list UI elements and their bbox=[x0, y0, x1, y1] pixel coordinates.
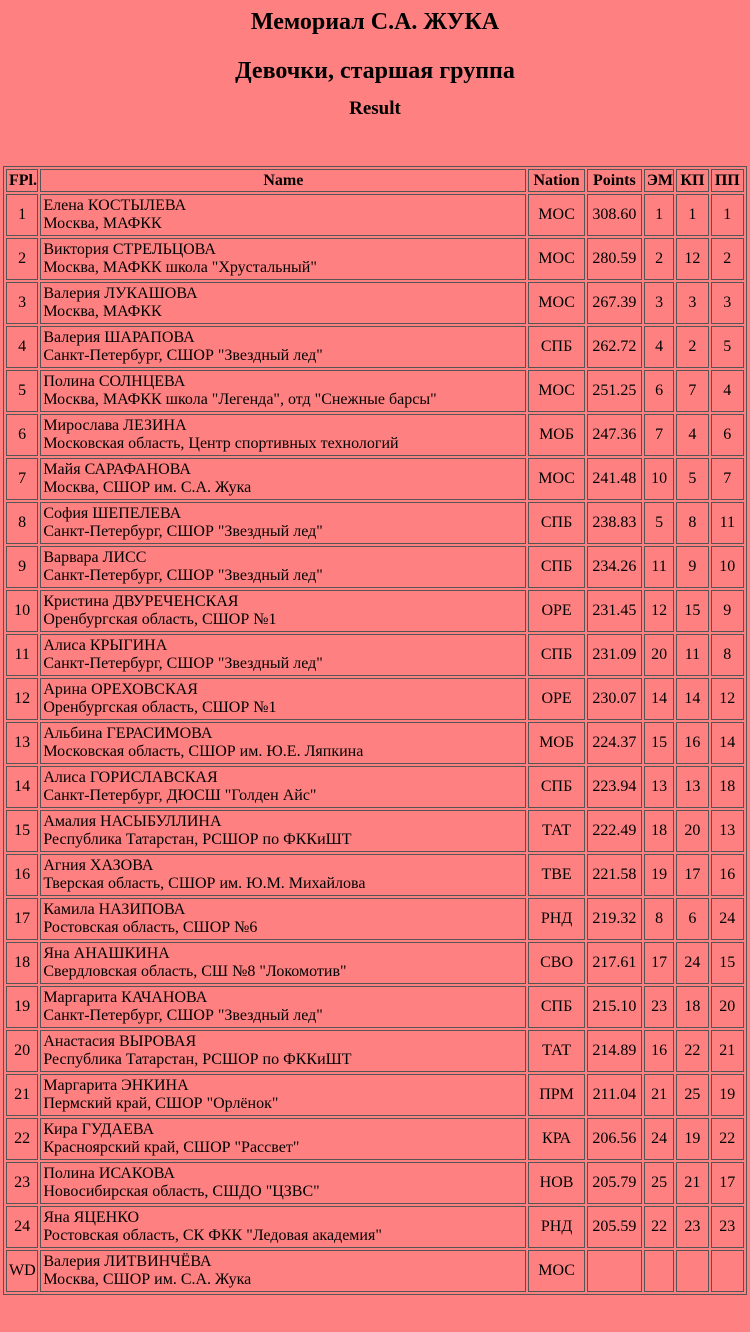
name-cell bbox=[40, 1030, 526, 1072]
nation-cell: ТАТ bbox=[528, 810, 584, 852]
pp-rank-cell: 9 bbox=[711, 590, 744, 632]
kp-rank-cell: 2 bbox=[676, 326, 708, 368]
skater-club: Москва, МАФКК школа "Легенда", отд "Снежные барсы" bbox=[43, 391, 437, 408]
skater-club: Санкт-Петербург, СШОР "Звездный лед" bbox=[43, 523, 323, 540]
table-row bbox=[6, 194, 744, 236]
place-cell: 6 bbox=[6, 414, 38, 456]
pp-rank-cell: 10 bbox=[711, 546, 744, 588]
skater-club: Новосибирская область, СШДО "ЦЗВС" bbox=[43, 1183, 320, 1200]
name-cell bbox=[40, 458, 526, 500]
pp-rank-cell: 8 bbox=[711, 634, 744, 676]
table-row bbox=[6, 942, 744, 984]
column-header-fpl: FPl. bbox=[6, 169, 38, 192]
skater-name: Полина ИСАКОВА bbox=[43, 1165, 175, 1182]
skater-name: Яна АНАШКИНА bbox=[43, 945, 170, 962]
column-header-pp: ПП bbox=[711, 169, 744, 192]
kp-rank-cell: 11 bbox=[676, 634, 708, 676]
pp-rank-cell: 4 bbox=[711, 370, 744, 412]
points-cell: 231.09 bbox=[587, 634, 642, 676]
pp-rank-cell: 2 bbox=[711, 238, 744, 280]
nation-cell: МОБ bbox=[528, 722, 584, 764]
name-cell bbox=[40, 810, 526, 852]
skater-name: Полина СОЛНЦЕВА bbox=[43, 373, 186, 390]
table-row bbox=[6, 238, 744, 280]
name-cell bbox=[40, 282, 526, 324]
pp-rank-cell: 3 bbox=[711, 282, 744, 324]
table-row bbox=[6, 502, 744, 544]
table-header-row bbox=[6, 169, 744, 192]
em-rank-cell: 2 bbox=[644, 238, 674, 280]
kp-rank-cell: 21 bbox=[676, 1162, 708, 1204]
place-cell: 7 bbox=[6, 458, 38, 500]
nation-cell: МОС bbox=[528, 194, 584, 236]
points-cell: 205.79 bbox=[587, 1162, 642, 1204]
table-row bbox=[6, 766, 744, 808]
pp-rank-cell: 20 bbox=[711, 986, 744, 1028]
pp-rank-cell: 15 bbox=[711, 942, 744, 984]
skater-name: Мирослава ЛЕЗИНА bbox=[43, 417, 187, 434]
em-rank-cell: 25 bbox=[644, 1162, 674, 1204]
points-cell: 280.59 bbox=[587, 238, 642, 280]
place-cell: 5 bbox=[6, 370, 38, 412]
name-cell bbox=[40, 678, 526, 720]
points-cell: 205.59 bbox=[587, 1206, 642, 1248]
skater-name: Альбина ГЕРАСИМОВА bbox=[43, 725, 213, 742]
kp-rank-cell: 9 bbox=[676, 546, 708, 588]
nation-cell: МОС bbox=[528, 282, 584, 324]
nation-cell: МОС bbox=[528, 1250, 584, 1292]
table-row bbox=[6, 678, 744, 720]
pp-rank-cell: 16 bbox=[711, 854, 744, 896]
kp-rank-cell: 23 bbox=[676, 1206, 708, 1248]
place-cell: 13 bbox=[6, 722, 38, 764]
name-cell bbox=[40, 238, 526, 280]
place-cell: 23 bbox=[6, 1162, 38, 1204]
nation-cell: СПБ bbox=[528, 766, 584, 808]
em-rank-cell: 7 bbox=[644, 414, 674, 456]
em-rank-cell bbox=[644, 1250, 674, 1292]
pp-rank-cell: 12 bbox=[711, 678, 744, 720]
em-rank-cell: 14 bbox=[644, 678, 674, 720]
points-cell: 234.26 bbox=[587, 546, 642, 588]
results-table bbox=[3, 166, 747, 1295]
skater-club: Москва, МАФКК bbox=[43, 303, 162, 320]
pp-rank-cell: 5 bbox=[711, 326, 744, 368]
table-row bbox=[6, 986, 744, 1028]
name-cell bbox=[40, 634, 526, 676]
name-cell bbox=[40, 854, 526, 896]
points-cell: 230.07 bbox=[587, 678, 642, 720]
table-row bbox=[6, 326, 744, 368]
place-cell: 20 bbox=[6, 1030, 38, 1072]
kp-rank-cell: 16 bbox=[676, 722, 708, 764]
nation-cell: РНД bbox=[528, 1206, 584, 1248]
pp-rank-cell: 13 bbox=[711, 810, 744, 852]
page-header bbox=[0, 0, 750, 135]
points-cell: 262.72 bbox=[587, 326, 642, 368]
skater-club: Ростовская область, СК ФКК "Ледовая академия" bbox=[43, 1227, 382, 1244]
em-rank-cell: 13 bbox=[644, 766, 674, 808]
kp-rank-cell: 5 bbox=[676, 458, 708, 500]
column-header-name: Name bbox=[40, 169, 526, 192]
points-cell bbox=[587, 1250, 642, 1292]
skater-club: Свердловская область, СШ №8 "Локомотив" bbox=[43, 963, 347, 980]
nation-cell: СПБ bbox=[528, 546, 584, 588]
skater-name: Арина ОРЕХОВСКАЯ bbox=[43, 681, 198, 698]
skater-club: Оренбургская область, СШОР №1 bbox=[43, 699, 277, 716]
kp-rank-cell: 25 bbox=[676, 1074, 708, 1116]
table-row bbox=[6, 590, 744, 632]
em-rank-cell: 3 bbox=[644, 282, 674, 324]
nation-cell: ПРМ bbox=[528, 1074, 584, 1116]
points-cell: 215.10 bbox=[587, 986, 642, 1028]
pp-rank-cell: 14 bbox=[711, 722, 744, 764]
skater-club: Москва, МАФКК bbox=[43, 215, 162, 232]
em-rank-cell: 10 bbox=[644, 458, 674, 500]
page-title: Мемориал С.А. ЖУКА bbox=[250, 9, 500, 35]
skater-name: Алиса ГОРИСЛАВСКАЯ bbox=[43, 769, 218, 786]
em-rank-cell: 19 bbox=[644, 854, 674, 896]
skater-club: Республика Татарстан, РСШОР по ФККиШТ bbox=[43, 1051, 352, 1068]
points-cell: 219.32 bbox=[587, 898, 642, 940]
name-cell bbox=[40, 194, 526, 236]
skater-name: София ШЕПЕЛЕВА bbox=[43, 505, 182, 522]
skater-club: Тверская область, СШОР им. Ю.М. Михайлова bbox=[43, 875, 366, 892]
pp-rank-cell: 21 bbox=[711, 1030, 744, 1072]
place-cell: 10 bbox=[6, 590, 38, 632]
em-rank-cell: 16 bbox=[644, 1030, 674, 1072]
nation-cell: МОС bbox=[528, 238, 584, 280]
pp-rank-cell: 18 bbox=[711, 766, 744, 808]
skater-club: Санкт-Петербург, СШОР "Звездный лед" bbox=[43, 1007, 323, 1024]
skater-club: Московская область, СШОР им. Ю.Е. Ляпкина bbox=[43, 743, 364, 760]
nation-cell: СПБ bbox=[528, 634, 584, 676]
name-cell bbox=[40, 370, 526, 412]
skater-name: Елена КОСТЫЛЕВА bbox=[43, 197, 187, 214]
kp-rank-cell: 24 bbox=[676, 942, 708, 984]
kp-rank-cell: 19 bbox=[676, 1118, 708, 1160]
place-cell: 8 bbox=[6, 502, 38, 544]
nation-cell: ОРЕ bbox=[528, 590, 584, 632]
skater-name: Кира ГУДАЕВА bbox=[43, 1121, 155, 1138]
kp-rank-cell: 13 bbox=[676, 766, 708, 808]
name-cell bbox=[40, 986, 526, 1028]
column-header-nation: Nation bbox=[528, 169, 584, 192]
table-row bbox=[6, 1162, 744, 1204]
page-subtitle: Девочки, старшая группа bbox=[235, 58, 515, 84]
em-rank-cell: 23 bbox=[644, 986, 674, 1028]
points-cell: 238.83 bbox=[587, 502, 642, 544]
place-cell: 11 bbox=[6, 634, 38, 676]
name-cell bbox=[40, 1074, 526, 1116]
skater-name: Виктория СТРЕЛЬЦОВА bbox=[43, 241, 216, 258]
pp-rank-cell: 11 bbox=[711, 502, 744, 544]
pp-rank-cell: 22 bbox=[711, 1118, 744, 1160]
em-rank-cell: 21 bbox=[644, 1074, 674, 1116]
name-cell bbox=[40, 546, 526, 588]
nation-cell: ТАТ bbox=[528, 1030, 584, 1072]
name-cell bbox=[40, 898, 526, 940]
em-rank-cell: 18 bbox=[644, 810, 674, 852]
table-row bbox=[6, 370, 744, 412]
nation-cell: МОС bbox=[528, 458, 584, 500]
place-cell: 3 bbox=[6, 282, 38, 324]
pp-rank-cell bbox=[711, 1250, 744, 1292]
kp-rank-cell: 4 bbox=[676, 414, 708, 456]
section-title: Result bbox=[349, 98, 401, 119]
name-cell bbox=[40, 1250, 526, 1292]
place-cell: 22 bbox=[6, 1118, 38, 1160]
skater-club: Москва, СШОР им. С.А. Жука bbox=[43, 1271, 252, 1288]
place-cell: 19 bbox=[6, 986, 38, 1028]
em-rank-cell: 22 bbox=[644, 1206, 674, 1248]
pp-rank-cell: 6 bbox=[711, 414, 744, 456]
nation-cell: НОВ bbox=[528, 1162, 584, 1204]
place-cell: 21 bbox=[6, 1074, 38, 1116]
pp-rank-cell: 1 bbox=[711, 194, 744, 236]
place-cell: 9 bbox=[6, 546, 38, 588]
place-cell: 12 bbox=[6, 678, 38, 720]
table-row bbox=[6, 1206, 744, 1248]
table-row bbox=[6, 1118, 744, 1160]
table-row bbox=[6, 414, 744, 456]
nation-cell: РНД bbox=[528, 898, 584, 940]
kp-rank-cell: 18 bbox=[676, 986, 708, 1028]
kp-rank-cell: 6 bbox=[676, 898, 708, 940]
name-cell bbox=[40, 766, 526, 808]
pp-rank-cell: 19 bbox=[711, 1074, 744, 1116]
skater-name: Агния ХАЗОВА bbox=[43, 857, 154, 874]
name-cell bbox=[40, 414, 526, 456]
skater-name: Яна ЯЦЕНКО bbox=[43, 1209, 140, 1226]
nation-cell: СВО bbox=[528, 942, 584, 984]
points-cell: 247.36 bbox=[587, 414, 642, 456]
table-row bbox=[6, 546, 744, 588]
points-cell: 241.48 bbox=[587, 458, 642, 500]
nation-cell: МОС bbox=[528, 370, 584, 412]
place-cell: WD bbox=[6, 1250, 38, 1292]
kp-rank-cell: 20 bbox=[676, 810, 708, 852]
name-cell bbox=[40, 502, 526, 544]
skater-club: Санкт-Петербург, СШОР "Звездный лед" bbox=[43, 567, 323, 584]
points-cell: 217.61 bbox=[587, 942, 642, 984]
place-cell: 24 bbox=[6, 1206, 38, 1248]
nation-cell: ОРЕ bbox=[528, 678, 584, 720]
nation-cell: КРА bbox=[528, 1118, 584, 1160]
em-rank-cell: 1 bbox=[644, 194, 674, 236]
table-row bbox=[6, 1074, 744, 1116]
skater-name: Маргарита КАЧАНОВА bbox=[43, 989, 208, 1006]
pp-rank-cell: 7 bbox=[711, 458, 744, 500]
skater-name: Анастасия ВЫРОВАЯ bbox=[43, 1033, 197, 1050]
points-cell: 251.25 bbox=[587, 370, 642, 412]
points-cell: 308.60 bbox=[587, 194, 642, 236]
skater-club: Красноярский край, СШОР "Рассвет" bbox=[43, 1139, 300, 1156]
skater-club: Ростовская область, СШОР №6 bbox=[43, 919, 258, 936]
place-cell: 18 bbox=[6, 942, 38, 984]
skater-name: Валерия ШАРАПОВА bbox=[43, 329, 195, 346]
table-row bbox=[6, 458, 744, 500]
kp-rank-cell: 8 bbox=[676, 502, 708, 544]
skater-club: Московская область, Центр спортивных технологий bbox=[43, 435, 399, 452]
place-cell: 1 bbox=[6, 194, 38, 236]
name-cell bbox=[40, 326, 526, 368]
skater-club: Санкт-Петербург, СШОР "Звездный лед" bbox=[43, 655, 323, 672]
skater-name: Валерия ЛУКАШОВА bbox=[43, 285, 198, 302]
skater-name: Кристина ДВУРЕЧЕНСКАЯ bbox=[43, 593, 239, 610]
place-cell: 2 bbox=[6, 238, 38, 280]
em-rank-cell: 15 bbox=[644, 722, 674, 764]
skater-club: Пермский край, СШОР "Орлёнок" bbox=[43, 1095, 279, 1112]
column-header-points: Points bbox=[587, 169, 642, 192]
points-cell: 222.49 bbox=[587, 810, 642, 852]
table-row bbox=[6, 282, 744, 324]
column-header-em: ЭМ bbox=[644, 169, 674, 192]
skater-name: Майя САРАФАНОВА bbox=[43, 461, 191, 478]
em-rank-cell: 6 bbox=[644, 370, 674, 412]
table-row bbox=[6, 1250, 744, 1292]
skater-club: Санкт-Петербург, СШОР "Звездный лед" bbox=[43, 347, 323, 364]
place-cell: 16 bbox=[6, 854, 38, 896]
pp-rank-cell: 23 bbox=[711, 1206, 744, 1248]
points-cell: 223.94 bbox=[587, 766, 642, 808]
points-cell: 224.37 bbox=[587, 722, 642, 764]
skater-club: Республика Татарстан, РСШОР по ФККиШТ bbox=[43, 831, 352, 848]
place-cell: 15 bbox=[6, 810, 38, 852]
points-cell: 206.56 bbox=[587, 1118, 642, 1160]
points-cell: 267.39 bbox=[587, 282, 642, 324]
kp-rank-cell: 14 bbox=[676, 678, 708, 720]
name-cell bbox=[40, 942, 526, 984]
name-cell bbox=[40, 590, 526, 632]
table-row bbox=[6, 722, 744, 764]
nation-cell: СПБ bbox=[528, 326, 584, 368]
skater-name: Валерия ЛИТВИНЧЁВА bbox=[43, 1253, 212, 1270]
column-header-kp: КП bbox=[676, 169, 708, 192]
em-rank-cell: 8 bbox=[644, 898, 674, 940]
table-row bbox=[6, 854, 744, 896]
skater-name: Маргарита ЭНКИНА bbox=[43, 1077, 189, 1094]
em-rank-cell: 20 bbox=[644, 634, 674, 676]
em-rank-cell: 4 bbox=[644, 326, 674, 368]
kp-rank-cell: 17 bbox=[676, 854, 708, 896]
skater-club: Санкт-Петербург, ДЮСШ "Голден Айс" bbox=[43, 787, 317, 804]
table-row bbox=[6, 1030, 744, 1072]
kp-rank-cell: 1 bbox=[676, 194, 708, 236]
nation-cell: СПБ bbox=[528, 986, 584, 1028]
kp-rank-cell: 12 bbox=[676, 238, 708, 280]
place-cell: 4 bbox=[6, 326, 38, 368]
em-rank-cell: 17 bbox=[644, 942, 674, 984]
kp-rank-cell: 15 bbox=[676, 590, 708, 632]
points-cell: 214.89 bbox=[587, 1030, 642, 1072]
nation-cell: МОБ bbox=[528, 414, 584, 456]
table-row bbox=[6, 634, 744, 676]
name-cell bbox=[40, 1162, 526, 1204]
points-cell: 221.58 bbox=[587, 854, 642, 896]
name-cell bbox=[40, 1206, 526, 1248]
place-cell: 14 bbox=[6, 766, 38, 808]
em-rank-cell: 24 bbox=[644, 1118, 674, 1160]
skater-club: Москва, СШОР им. С.А. Жука bbox=[43, 479, 252, 496]
pp-rank-cell: 17 bbox=[711, 1162, 744, 1204]
skater-name: Камила НАЗИПОВА bbox=[43, 901, 186, 918]
points-cell: 231.45 bbox=[587, 590, 642, 632]
kp-rank-cell: 3 bbox=[676, 282, 708, 324]
name-cell bbox=[40, 1118, 526, 1160]
skater-name: Амалия НАСЫБУЛЛИНА bbox=[43, 813, 222, 830]
nation-cell: ТВЕ bbox=[528, 854, 584, 896]
em-rank-cell: 12 bbox=[644, 590, 674, 632]
skater-club: Оренбургская область, СШОР №1 bbox=[43, 611, 277, 628]
skater-name: Алиса КРЫГИНА bbox=[43, 637, 168, 654]
em-rank-cell: 11 bbox=[644, 546, 674, 588]
kp-rank-cell bbox=[676, 1250, 708, 1292]
table-row bbox=[6, 898, 744, 940]
table-row bbox=[6, 810, 744, 852]
points-cell: 211.04 bbox=[587, 1074, 642, 1116]
kp-rank-cell: 7 bbox=[676, 370, 708, 412]
skater-club: Москва, МАФКК школа "Хрустальный" bbox=[43, 259, 317, 276]
skater-name: Варвара ЛИСС bbox=[43, 549, 147, 566]
kp-rank-cell: 22 bbox=[676, 1030, 708, 1072]
pp-rank-cell: 24 bbox=[711, 898, 744, 940]
place-cell: 17 bbox=[6, 898, 38, 940]
em-rank-cell: 5 bbox=[644, 502, 674, 544]
nation-cell: СПБ bbox=[528, 502, 584, 544]
name-cell bbox=[40, 722, 526, 764]
